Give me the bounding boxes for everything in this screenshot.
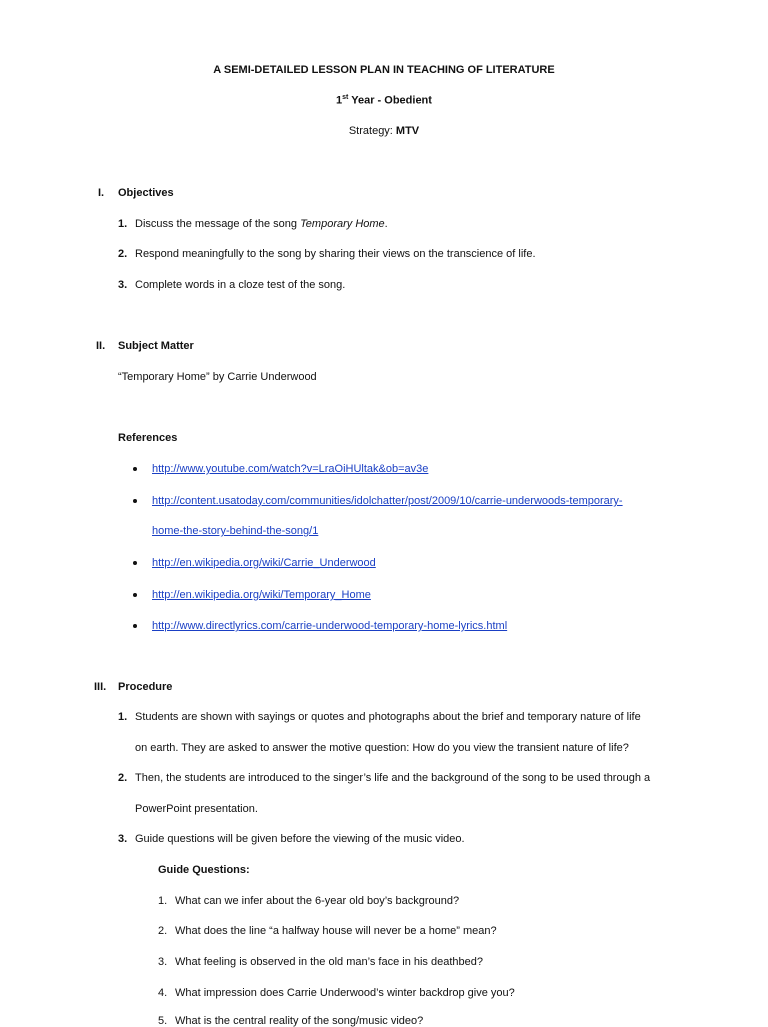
objective-item	[135, 218, 388, 230]
procedure-heading: Procedure	[118, 681, 173, 693]
guide-question-number: 2.	[158, 925, 168, 937]
guide-question: What feeling is observed in the old man’s face in his deathbed?	[175, 956, 483, 968]
guide-question: What does the line “a halfway house will never be a home” mean?	[175, 925, 497, 937]
strategy-line	[0, 125, 768, 137]
guide-questions-heading: Guide Questions:	[158, 864, 250, 876]
objectives-numeral: I.	[98, 187, 105, 199]
objective-number: 3.	[118, 279, 128, 291]
objective-number: 2.	[118, 248, 128, 260]
strategy-value: MTV	[395, 125, 420, 137]
objective-item: Complete words in a cloze test of the song.	[135, 279, 346, 291]
reference-link[interactable]: http://en.wikipedia.org/wiki/Carrie_Underwood	[152, 557, 376, 569]
objective-text-end: .	[384, 218, 388, 230]
reference-link[interactable]: http://www.youtube.com/watch?v=LraOiHUltak&ob=av3e	[152, 463, 429, 475]
bullet-icon	[133, 467, 137, 471]
guide-question-number: 4.	[158, 987, 168, 999]
subject-matter-text: “Temporary Home” by Carrie Underwood	[118, 371, 317, 383]
subject-matter-numeral: II.	[96, 340, 106, 352]
reference-link[interactable]: http://en.wikipedia.org/wiki/Temporary_Home	[152, 589, 371, 601]
bullet-icon	[133, 499, 137, 503]
procedure-step-number: 2.	[118, 772, 128, 784]
procedure-numeral: III.	[94, 681, 107, 693]
procedure-step-number: 1.	[118, 711, 128, 723]
document-title: A SEMI-DETAILED LESSON PLAN IN TEACHING OF LITERATURE	[213, 64, 555, 76]
objective-item: Respond meaningfully to the song by sharing their views on the transcience of life.	[135, 248, 536, 260]
subject-matter-heading: Subject Matter	[118, 340, 194, 352]
references-heading: References	[118, 432, 178, 444]
procedure-step-text: on earth. They are asked to answer the motive question: How do you view the transient nature of life?	[135, 742, 629, 754]
procedure-step-number: 3.	[118, 833, 128, 845]
guide-question-number: 5.	[158, 1015, 168, 1027]
year-section-line	[0, 94, 768, 107]
guide-question: What can we infer about the 6-year old boy’s background?	[175, 895, 460, 907]
procedure-step-text: PowerPoint presentation.	[135, 803, 258, 815]
reference-link[interactable]: http://content.usatoday.com/communities/idolchatter/post/2009/10/carrie-underwoods-temporary-	[152, 495, 623, 507]
procedure-step-text: Guide questions will be given before the viewing of the music video.	[135, 833, 465, 845]
year-ordinal: st	[342, 94, 349, 101]
guide-question: What is the central reality of the song/music video?	[175, 1015, 424, 1027]
strategy-label: Strategy:	[348, 125, 396, 137]
procedure-step-text: Then, the students are introduced to the singer’s life and the background of the song to be used through a	[135, 772, 651, 784]
song-title: Temporary Home	[300, 218, 385, 230]
objectives-heading: Objectives	[118, 187, 174, 199]
year-section: Year - Obedient	[348, 94, 432, 107]
reference-link[interactable]: http://www.directlyrics.com/carrie-underwood-temporary-home-lyrics.html	[152, 620, 508, 632]
objective-number: 1.	[118, 218, 128, 230]
bullet-icon	[133, 561, 137, 565]
procedure-step-text: Students are shown with sayings or quotes and photographs about the brief and temporary nature of life	[135, 711, 641, 723]
objective-text: Discuss the message of the song	[135, 218, 301, 230]
guide-question-number: 3.	[158, 956, 168, 968]
bullet-icon	[133, 624, 137, 628]
bullet-icon	[133, 593, 137, 597]
guide-question: What impression does Carrie Underwood’s winter backdrop give you?	[175, 987, 515, 999]
guide-question-number: 1.	[158, 895, 168, 907]
reference-link-continued[interactable]: home-the-story-behind-the-song/1	[152, 525, 319, 537]
year-number: 1	[336, 94, 343, 107]
